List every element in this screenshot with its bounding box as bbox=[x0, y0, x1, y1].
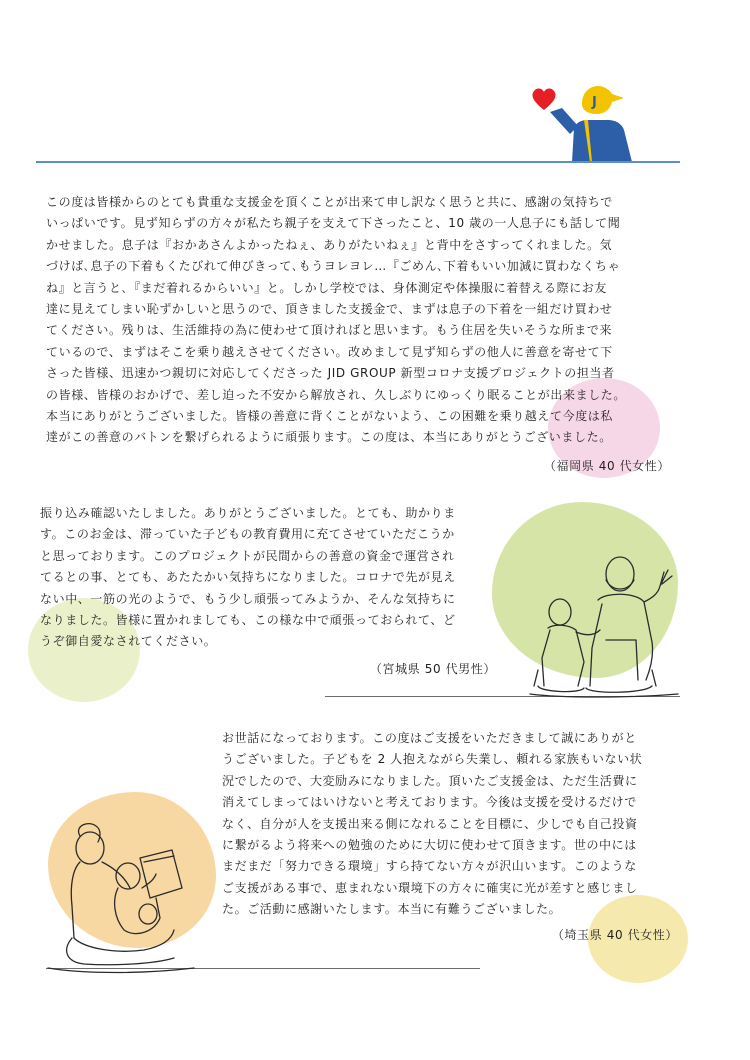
testimonial-2-body: 振り込み確認いたしました。ありがとうございました。とても、助かりま す。このお金は、滞っていた子どもの教育費用に充てさせていただこうか と思っております。このプロジェクトが民間からの善意の資金で運営され てるとの事、とても、あたたかい気持ちになりました。コロナで先が見え ない中、一筋の光のようで、もう少し頑張ってみようか、そんな気持ちに なりました。皆様に置かれましても、この様な中で頑張っておられて、ど うぞ御自愛なされてください。 bbox=[40, 506, 456, 649]
heart-icon bbox=[532, 88, 555, 110]
mascot-letter: J bbox=[592, 95, 597, 110]
mascot-figure bbox=[528, 82, 638, 164]
father-child-illustration bbox=[520, 540, 680, 700]
testimonial-3-signature: （埼玉県 40 代女性） bbox=[551, 928, 678, 942]
testimonial-2-signature: （宮城県 50 代男性） bbox=[369, 662, 496, 676]
header-divider bbox=[36, 161, 680, 163]
testimonial-1-body: この度は皆様からのとても貴重な支援金を頂くことが出来て申し訳なく思うと共に、感謝の気持ちで いっぱいです。見ず知らずの方々が私たち親子を支えて下さったこと、10 歳の一人息子にも話して聞 かせました。息子は『おかあさんよかったねぇ、ありがたいねぇ』と背中をさすってくれました。気 づけば､息子の下着もくたびれて伸びきって､もうヨレヨレ…『ごめん､下着もいい加減に買わなくちゃ ね』と言うと､『まだ着れるからいい』と。しかし学校では、身体測定や体操服に着替える際にお友 達に見えてしまい恥ずかしいと思うので、頂きました支援金で、まずは息子の下着を一組だけ買わせ てください。残りは、生活維持の為に使わせて頂ければと思います。もう住居を失いそうな所まで来 ているので、まずはそこを乗り越えさせてください。改めまして見ず知らずの他人に善意を寄せて下 さった皆様、迅速かつ親切に対応してくださった JID GROUP 新型コロナ支援プロジェクトの担当者 の皆様、皆様のおかげで、差し迫った不安から解放され、久しぶりにゆっくり眠ることが出来ました。 本当にありがとうございました。皆様の善意に背くことがないよう、この困難を乗り越えて今度は私 達がこの善意のバトンを繋げられるように頑張ります。この度は、本当にありがとうございました。 bbox=[46, 195, 626, 445]
testimonial-1-signature: （福岡県 40 代女性） bbox=[543, 459, 670, 473]
mother-children-reading-illustration bbox=[44, 818, 214, 974]
testimonial-3-body: お世話になっております。この度はご支援をいただきまして誠にありがと うございました。子どもを 2 人抱えながら失業し、頼れる家族もいない状 況でしたので、大変励みになりました。頂いたご支援金は、ただ生活費に 消えてしまってはいけないと考えております。今後は支援を受けるだけで なく、自分が人を支援出来る側になれることを目標に、少しでも自己投資 に繋がるよう将来への勉強のために大切に使わせて頂きます。世の中には まだまだ「努力できる環境」すら持てない方々が沢山います。このような ご支援がある事で、恵まれない環境下の方々に確実に光が差すと感じまし た。ご活動に感謝いたします。本当に有難うございました。 bbox=[222, 731, 643, 917]
